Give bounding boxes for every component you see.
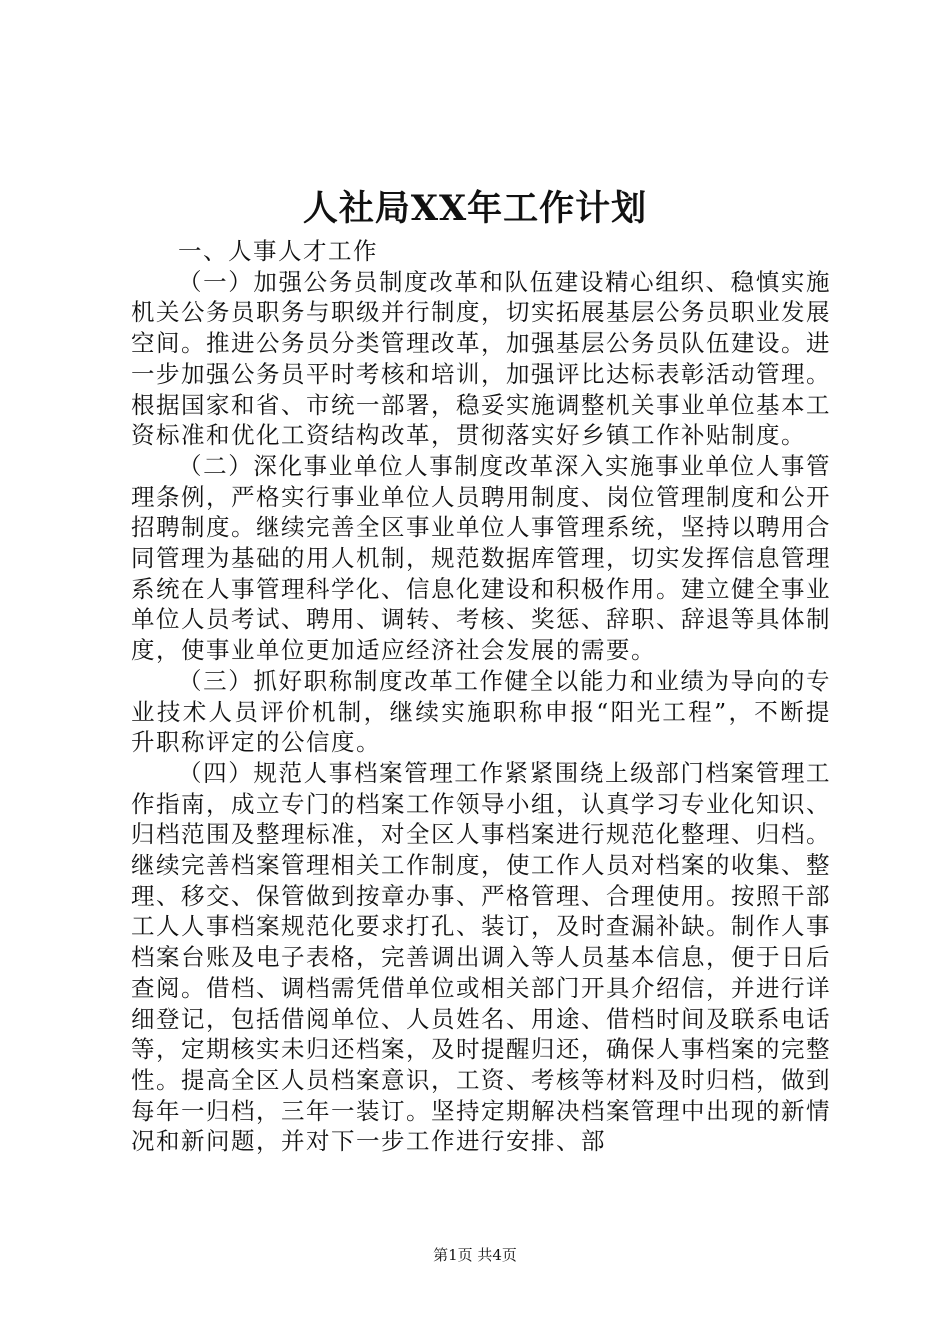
page-number-footer: 第1页 共4页 (433, 1246, 517, 1264)
paragraph-3: （三）抓好职称制度改革工作健全以能力和业绩为导向的专业技术人员评价机制，继续实施职称申报“阳光工程”，不断提升职称评定的公信度。 (131, 666, 831, 757)
document-title: 人社局XX年工作计划 (302, 188, 648, 229)
document-body (131, 236, 831, 1157)
paragraph-4: （四）规范人事档案管理工作紧紧围绕上级部门档案管理工作指南，成立专门的档案工作领导小组，认真学习专业化知识、归档范围及整理标准，对全区人事档案进行规范化整理、归档。继续完善档案管理相关工作制度，使工作人员对档案的收集、整理、移交、保管做到按章办事、严格管理、合理使用。按照干部工人人事档案规范化要求打孔、装订，及时查漏补缺。制作人事档案台账及电子表格，完善调出调入等人员基本信息，便于日后查阅。借档、调档需凭借单位或相关部门开具介绍信，并进行详细登记，包括借阅单位、人员姓名、用途、借档时间及联系电话等，定期核实未归还档案，及时提醒归还，确保人事档案的完整性。提高全区人员档案意识，工资、考核等材料及时归档，做到每年一归档，三年一装订。坚持定期解决档案管理中出现的新情况和新问题，并对下一步工作进行安排、部 (131, 758, 831, 1156)
paragraph-1: （一）加强公务员制度改革和队伍建设精心组织、稳慎实施机关公务员职务与职级并行制度，切实拓展基层公务员职业发展空间。推进公务员分类管理改革，加强基层公务员队伍建设。进一步加强公务员平时考核和培训，加强评比达标表彰活动管理。根据国家和省、市统一部署，稳妥实施调整机关事业单位基本工资标准和优化工资结构改革，贯彻落实好乡镇工作补贴制度。 (131, 267, 831, 450)
section-heading: 一、人事人才工作 (178, 237, 378, 265)
paragraph-2: （二）深化事业单位人事制度改革深入实施事业单位人事管理条例，严格实行事业单位人员聘用制度、岗位管理制度和公开招聘制度。继续完善全区事业单位人事管理系统，坚持以聘用合同管理为基础的用人机制，规范数据库管理，切实发挥信息管理系统在人事管理科学化、信息化建设和积极作用。建立健全事业单位人员考试、聘用、调转、考核、奖惩、辞职、辞退等具体制度，使事业单位更加适应经济社会发展的需要。 (131, 451, 831, 665)
